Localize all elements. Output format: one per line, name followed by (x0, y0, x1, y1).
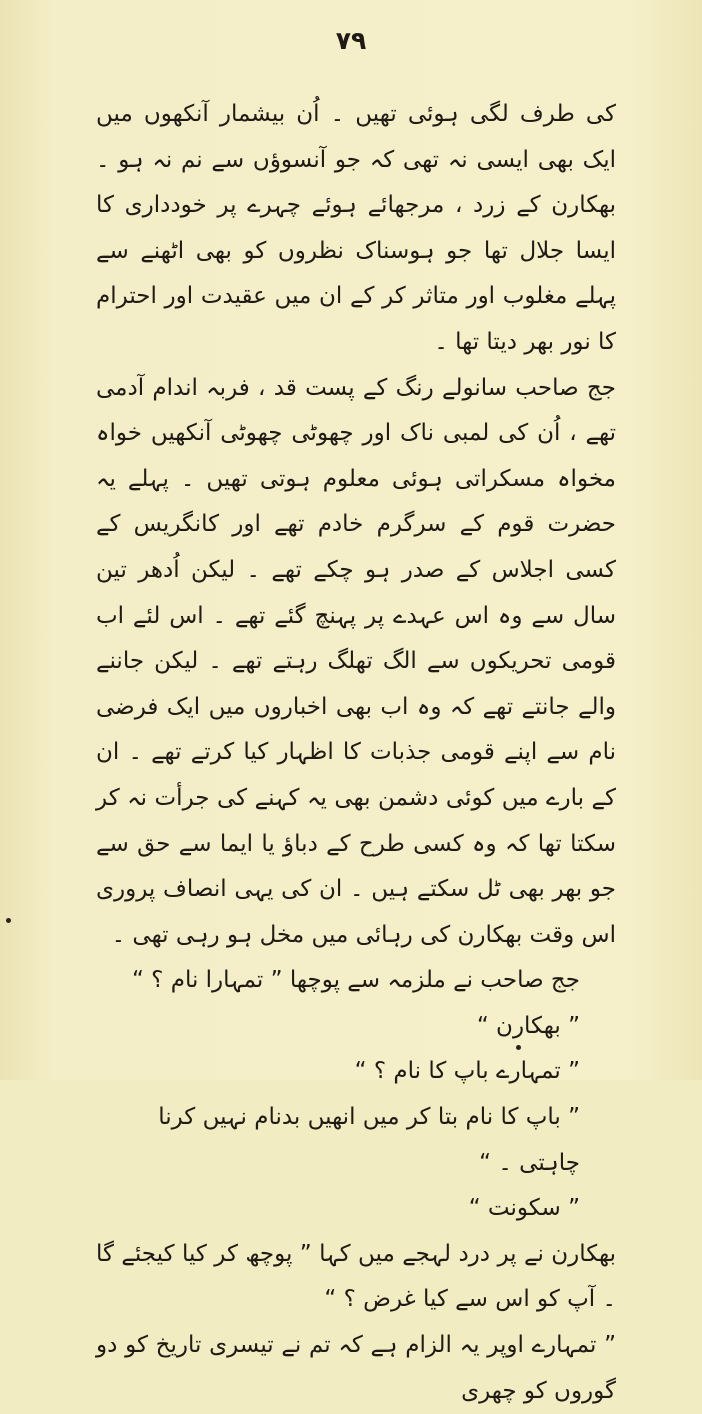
paragraph: ” تمہارے اوپر یہ الزام ہے کہ تم نے تیسری تاریخ کو دو گوروں کو چھری (96, 1332, 616, 1404)
ink-speck (516, 1045, 521, 1050)
paragraph: بھکارن نے پر درد لہجے میں کہا ” پوچھ کر کیا کیجئے گا ۔ آپ کو اس سے کیا غرض ؟ “ (96, 1240, 616, 1313)
dialogue-line: ” بھکارن “ (476, 1012, 580, 1039)
dialogue-line: ” سکونت “ (468, 1195, 580, 1222)
ink-speck (6, 918, 11, 923)
dialogue-line: ” تمہارے باپ کا نام ؟ “ (354, 1058, 580, 1085)
paragraph: جج صاحب سانولے رنگ کے پست قد ، فربہ اندام آدمی تھے ، اُن کی لمبی ناک اور چھوٹی چھوٹی آنکھیں خواہ مخواہ مسکراتی ہوئی معلوم ہوتی تھیں ۔ پہلے یہ حضرت قوم کے سرگرم خادم تھے اور کانگریس کے کسی اجلاس کے صدر ہو چکے تھے ۔ لیکن اُدھر تین سال سے وہ اس عہدے پر پہنچ گئے تھے ۔ اس لئے اب قومی تحریکوں سے الگ تھلگ رہتے تھے ۔ لیکن جاننے والے جانتے تھے کہ وہ اب بھی اخباروں میں ایک فرضی نام سے اپنے قومی جذبات کا اظہار کیا کرتے تھے ۔ ان کے بارے میں کوئی دشمن بھی یہ کہنے کی جرأت نہ کر سکتا تھا کہ وہ کسی طرح کے دباؤ یا ایما سے حق سے جو بھر بھی ٹل سکتے ہیں ۔ ان کی یہی انصاف پروری اس وقت بھکارن کی رہائی میں مخل ہو رہی تھی ۔ (96, 374, 616, 948)
body-text (96, 92, 616, 1404)
page-number: ۷۹ (335, 26, 367, 55)
dialogue-line: جج صاحب نے ملزمہ سے پوچھا ” تمہارا نام ؟ “ (131, 967, 580, 994)
paragraph: کی طرف لگی ہوئی تھیں ۔ اُن بیشمار آنکھوں میں ایک بھی ایسی نہ تھی کہ جو آنسوؤں سے نم نہ ہو ۔ بھکارن کے زرد ، مرجھائے ہوئے چہرے پر خودداری کا ایسا جلال تھا جو ہوسناک نظروں کو بھی اٹھنے سے پہلے مغلوب اور متاثر کر کے ان میں عقیدت اور احترام کا نور بھر دیتا تھا ۔ (96, 101, 616, 355)
dialogue-line: ” باپ کا نام بتا کر میں انھیں بدنام نہیں کرنا چاہتی ۔ “ (158, 1104, 580, 1176)
